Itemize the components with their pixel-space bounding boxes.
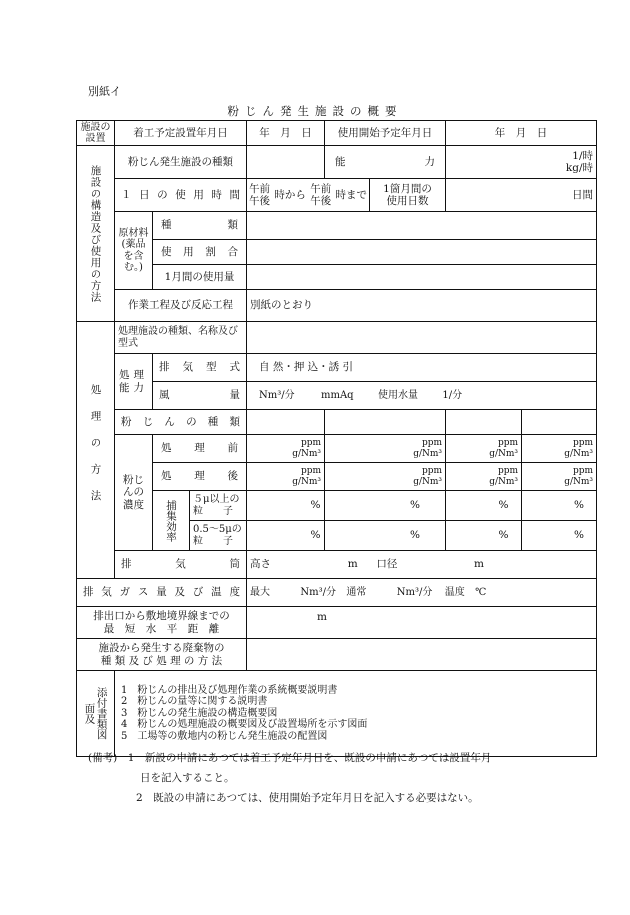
over5-col-4[interactable] [522,491,597,521]
hours-from: 時から [274,188,306,201]
use-start-label: 使用開始予定年月日 [325,121,446,146]
attachment-item-2: 2 粉じんの量等に関する説明書 [121,696,268,708]
after-gnm-1: g/Nm³ [292,476,321,487]
over5-pct-3: % [498,499,509,512]
attach-label: 添付書類図面及 [83,687,108,740]
capacity-field[interactable] [446,146,597,179]
row-attachments [77,671,597,757]
note-2: 2 既設の申請にあつては、使用開始予定年月日を記入する必要はない。 [136,792,479,804]
material-ratio-field[interactable] [247,240,597,265]
row-air-volume [77,382,597,410]
start-date-field[interactable]: 年 月 日 [247,121,325,146]
air-volume-field[interactable] [247,382,597,410]
row-waste [77,639,597,671]
before-col-4[interactable] [522,435,597,463]
after-ppm-4: ppm [572,466,593,477]
notes-head: (備考) [88,752,118,764]
before-ppm-2: ppm [421,438,442,449]
conc-label: 粉じんの濃度 [115,435,153,551]
stack-m-2: m [474,558,484,571]
material-ratio-label: 使 用 割 合 [153,240,247,265]
gas-unit-2: Nm³/分 [396,586,433,598]
row-stack [77,551,597,579]
after-ppm-2: ppm [421,466,442,477]
gas-field[interactable] [247,579,597,607]
range-label: 0.5～5μの粒 子 [190,521,247,551]
notes [88,748,548,808]
range-col-4[interactable] [522,521,597,551]
process-value[interactable]: 別紙のとおり [247,290,597,322]
process-label: 作業工程及び反応工程 [115,290,247,322]
range-col-3[interactable] [446,521,522,551]
over5-col-1[interactable] [247,491,325,521]
section-facility-label: 施設の構造及び使用の方法 [89,164,102,303]
installation-label: 施設の設置 [77,121,115,146]
treat-type-field[interactable] [247,322,597,354]
days-label-1: 1箇月間の [383,182,432,195]
treat-capacity-label: 処理能力 [115,354,153,410]
row-exhaust-type [77,354,597,382]
after-col-1[interactable] [247,463,325,491]
range-col-2[interactable] [325,521,446,551]
row-hours [77,179,597,212]
row-installation [77,121,597,146]
attachment-list [115,671,597,757]
days-unit: 日間 [572,188,593,201]
type-field[interactable] [247,146,325,179]
stack-label: 排 気 筒 [115,551,247,579]
row-treat-type [77,322,597,354]
gas-max: 最大 [250,586,270,598]
before-col-3[interactable] [446,435,522,463]
dust-kind-col-3[interactable] [446,410,522,435]
material-kind-field[interactable] [247,212,597,240]
hours-am-2: 午前 [310,182,332,195]
waste-label-1: 施設から発生する廃棄物の [98,642,225,655]
after-col-4[interactable] [522,463,597,491]
stack-field[interactable] [247,551,597,579]
waste-label [77,639,247,671]
capacity-unit-2: kg/時 [565,162,593,174]
after-col-3[interactable] [446,463,522,491]
exhaust-type-label: 排 気 型 式 [153,354,247,382]
before-gnm-4: g/Nm³ [564,448,593,459]
hours-to: 時まで [335,188,367,201]
after-ppm-3: ppm [497,466,518,477]
row-gas [77,579,597,607]
use-start-field[interactable]: 年 月 日 [446,121,597,146]
after-gnm-3: g/Nm³ [489,476,518,487]
attachment-item-3: 3 粉じんの発生施設の構造概要図 [121,707,278,719]
distance-field[interactable] [247,607,597,639]
water-unit: 1/分 [442,389,463,401]
before-gnm-3: g/Nm³ [489,448,518,459]
gas-unit-1: Nm³/分 [300,586,336,598]
note-1-line-2: 日を記入すること。 [140,772,235,784]
waste-field[interactable] [247,639,597,671]
before-ppm-3: ppm [497,438,518,449]
row-facility-type [77,146,597,179]
attach-label-cell [77,671,115,757]
over5-col-2[interactable] [325,491,446,521]
air-unit-2: mmAq [321,389,354,401]
dust-kind-label: 粉 じ ん の 種 類 [115,410,247,435]
material-monthly-field[interactable] [247,265,597,290]
before-label: 処 理 前 [153,435,247,463]
row-dust-kind [77,410,597,435]
over5-pct-2: % [410,499,420,512]
after-gnm-2: g/Nm³ [413,476,442,487]
before-col-1[interactable] [247,435,325,463]
before-col-2[interactable] [325,435,446,463]
row-distance [77,607,597,639]
attachment-item-4: 4 粉じんの処理施設の概要図及び設置場所を示す図面 [121,719,368,731]
row-material-kind [77,212,597,240]
hours-ampm-1 [249,183,270,207]
capture-label-text: 捕集効率 [165,499,178,542]
hours-pm-2: 午後 [310,195,332,207]
dust-kind-col-4[interactable] [522,410,597,435]
note-1-line-1: 1 新設の申請にあつては着工予定年月日を、既設の申請にあつては設置年月 [127,752,492,764]
gas-temp: 温度 [444,586,465,598]
row-material-ratio [77,240,597,265]
type-label: 粉じん発生施設の種類 [115,146,247,179]
water-label: 使用水量 [377,389,418,401]
note-1 [88,748,548,768]
after-ppm-1: ppm [300,466,321,477]
hours-am-1: 午前 [249,182,270,195]
stack-diameter: 口径 [376,558,398,571]
attachment-item-1: 1 粉じんの排出及び処理作業の系統概要説明書 [121,684,338,696]
section-facility-structure [77,146,115,322]
attachment-item-5: 5 工場等の敷地内の粉じん発生施設の配置図 [121,730,328,742]
after-gnm-4: g/Nm³ [564,476,593,487]
days-label-2: 使用日数 [386,195,429,207]
capacity-label: 能 力 [325,146,446,179]
range-pct-3: % [498,529,509,542]
hours-ampm-2 [310,183,331,207]
exhaust-type-field[interactable]: 自 然・押 込・誘 引 [247,354,597,382]
range-pct-2: % [410,529,420,542]
days-field[interactable] [446,179,597,212]
capacity-unit-1: 1/時 [572,149,593,162]
treat-type-label: 処理施設の種類、名称及び型式 [115,322,247,354]
gas-label: 排 気 ガ ス 量 及 び 温 度 [77,579,247,607]
before-ppm-1: ppm [300,438,321,449]
facility-form-table [76,120,597,757]
section-treatment [77,322,115,579]
range-pct-1: % [310,529,321,542]
hours-label: １ 日 の 使 用 時 間 [115,179,247,212]
waste-label-2: 種 類 及 び 処 理 の 方 法 [100,654,223,667]
distance-unit: m [317,611,327,623]
hours-field[interactable] [247,179,370,212]
stack-m-1: m [347,558,358,571]
before-ppm-4: ppm [572,438,593,449]
material-monthly-label: 1月間の使用量 [153,265,247,290]
hours-pm-1: 午後 [249,195,270,207]
over5-label: ５μ以上の粒 子 [190,491,247,521]
after-label: 処 理 後 [153,463,247,491]
section-treatment-label: 処理の方法 [89,383,102,517]
dust-kind-col-2[interactable] [325,410,446,435]
distance-label-1: 排出口から敷地境界線までの [93,610,230,623]
doc-label: 別紙イ [88,85,121,98]
range-col-1[interactable] [247,521,325,551]
after-col-2[interactable] [325,463,446,491]
dust-kind-col-1[interactable] [247,410,325,435]
gas-normal: 通常 [346,586,367,598]
row-capture-over5 [77,491,597,521]
over5-pct-4: % [574,499,584,512]
capture-label [153,491,190,551]
days-label [370,179,446,212]
distance-label-2: 最 短 水 平 距 離 [103,622,220,635]
row-conc-before [77,435,597,463]
range-pct-4: % [574,529,584,542]
air-volume-label: 風 量 [153,382,247,410]
start-date-label: 着工予定設置年月日 [115,121,247,146]
materials-label: 原材料(薬品を含む。) [115,212,153,290]
over5-col-3[interactable] [446,491,522,521]
before-gnm-2: g/Nm³ [413,448,442,459]
distance-label [77,607,247,639]
row-process [77,290,597,322]
stack-height: 高さ [250,558,271,571]
over5-pct-1: % [310,499,321,512]
row-conc-after [77,463,597,491]
air-unit-1: Nm³/分 [259,389,295,401]
material-kind-label: 種 類 [153,212,247,240]
gas-celsius: ℃ [475,586,487,598]
doc-title: 粉じん発生施設の概要 [227,104,403,118]
before-gnm-1: g/Nm³ [292,448,321,459]
row-material-monthly [77,265,597,290]
